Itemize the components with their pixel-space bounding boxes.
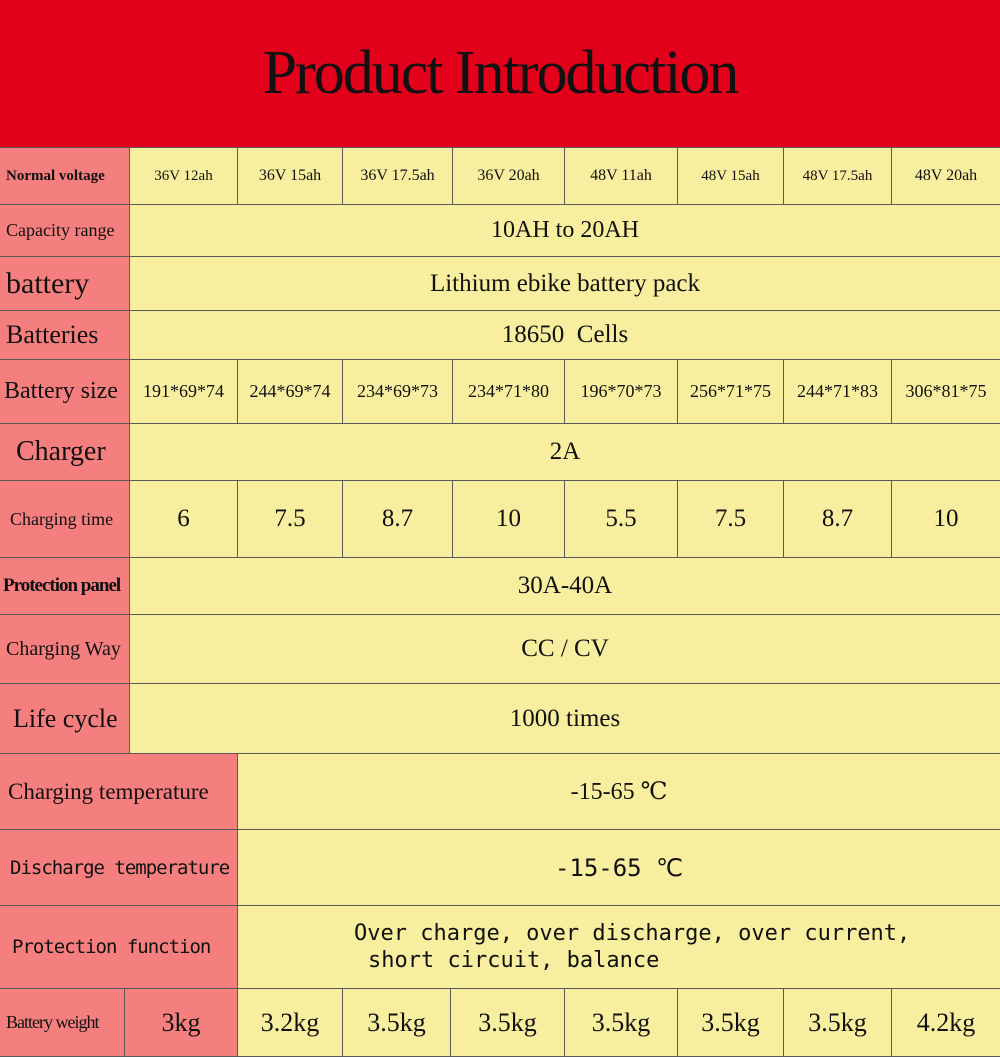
- table-cell: 8.7: [784, 481, 892, 557]
- row-label: Life cycle: [0, 684, 130, 753]
- row-label: Charging time: [0, 481, 130, 557]
- row-charging-way: [0, 614, 1000, 683]
- row-label: Battery size: [0, 360, 130, 423]
- row-label: Battery weight: [0, 989, 125, 1056]
- table-cell: -15-65 ℃: [238, 830, 1000, 905]
- row-batteries: [0, 310, 1000, 359]
- table-cell: 36V 17.5ah: [343, 148, 453, 204]
- table-cell: 30A-40A: [130, 558, 1000, 614]
- table-cell: 7.5: [678, 481, 784, 557]
- table-cell: CC / CV: [130, 615, 1000, 683]
- row-label: Charging temperature: [0, 754, 238, 829]
- table-cell: 6: [130, 481, 238, 557]
- table-cell: 5.5: [565, 481, 678, 557]
- title-banner: [0, 0, 1000, 147]
- row-label: Capacity range: [0, 205, 130, 256]
- table-cell: 3.2kg: [238, 989, 343, 1056]
- table-cell: 3.5kg: [678, 989, 784, 1056]
- table-cell: 3.5kg: [565, 989, 678, 1056]
- table-cell: 7.5: [238, 481, 343, 557]
- table-cell: 36V 12ah: [130, 148, 238, 204]
- table-cell: 18650 Cells: [130, 311, 1000, 359]
- table-cell: 196*70*73: [565, 360, 678, 423]
- row-charger: [0, 423, 1000, 480]
- row-discharge-temperature: [0, 829, 1000, 905]
- row-label: Batteries: [0, 311, 130, 359]
- row-label: battery: [0, 257, 130, 310]
- table-cell: 306*81*75: [892, 360, 1000, 423]
- table-cell: 36V 15ah: [238, 148, 343, 204]
- table-cell: 36V 20ah: [453, 148, 565, 204]
- row-normal-voltage: [0, 147, 1000, 204]
- table-cell: -15-65 ℃: [238, 754, 1000, 829]
- table-cell: [238, 906, 1000, 988]
- table-cell: 48V 17.5ah: [784, 148, 892, 204]
- table-cell: 244*69*74: [238, 360, 343, 423]
- row-label: Discharge temperature: [0, 830, 238, 905]
- table-cell: 48V 15ah: [678, 148, 784, 204]
- row-protection-panel: [0, 557, 1000, 614]
- page-title: Product Introduction: [262, 39, 738, 107]
- row-battery-weight: [0, 988, 1000, 1057]
- table-cell: 48V 11ah: [565, 148, 678, 204]
- table-cell: 3.5kg: [343, 989, 451, 1056]
- table-cell: 8.7: [343, 481, 453, 557]
- table-cell: Lithium ebike battery pack: [130, 257, 1000, 310]
- row-charging-temperature: [0, 753, 1000, 829]
- row-label: Protection function: [0, 906, 238, 988]
- table-cell: 10: [453, 481, 565, 557]
- table-cell: 3.5kg: [451, 989, 565, 1056]
- table-cell: 191*69*74: [130, 360, 238, 423]
- protection-line-1: Over charge, over discharge, over current,: [354, 921, 911, 946]
- row-label: Charging Way: [0, 615, 130, 683]
- row-life-cycle: [0, 683, 1000, 753]
- row-battery-size: [0, 359, 1000, 423]
- table-cell: 244*71*83: [784, 360, 892, 423]
- table-cell: 234*71*80: [453, 360, 565, 423]
- table-cell: 3.5kg: [784, 989, 892, 1056]
- table-cell: 48V 20ah: [892, 148, 1000, 204]
- table-cell: 10AH to 20AH: [130, 205, 1000, 256]
- row-capacity-range: [0, 204, 1000, 256]
- table-cell: 2A: [130, 424, 1000, 480]
- protection-line-2: short circuit, balance: [368, 948, 660, 973]
- row-label: Normal voltage: [0, 148, 130, 204]
- row-battery: [0, 256, 1000, 310]
- row-protection-function: [0, 905, 1000, 988]
- table-cell: 234*69*73: [343, 360, 453, 423]
- row-charging-time: [0, 480, 1000, 557]
- row-label: Protection panel: [0, 558, 130, 614]
- table-cell: 10: [892, 481, 1000, 557]
- table-cell: 256*71*75: [678, 360, 784, 423]
- table-cell: 4.2kg: [892, 989, 1000, 1056]
- table-cell: 1000 times: [130, 684, 1000, 753]
- row-label: Charger: [0, 424, 130, 480]
- table-cell: 3kg: [125, 989, 238, 1056]
